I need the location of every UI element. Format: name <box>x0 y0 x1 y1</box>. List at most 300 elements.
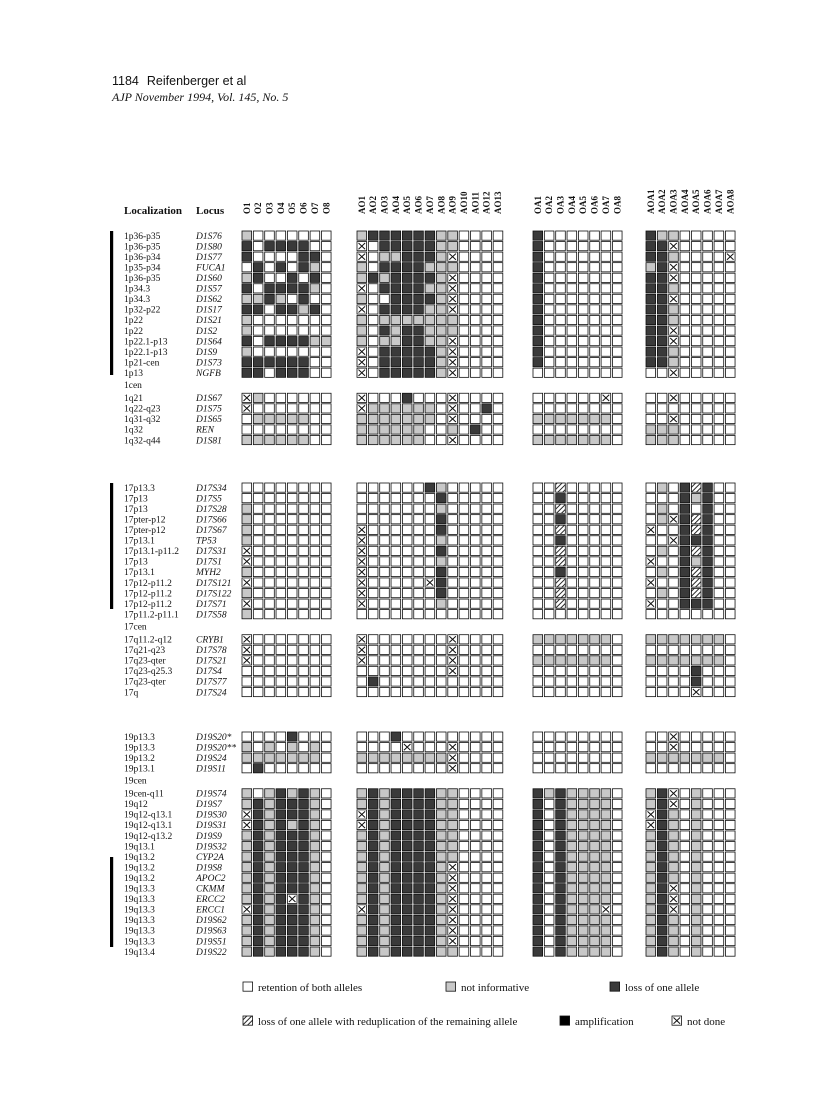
allele-cell <box>567 435 577 444</box>
allele-cell <box>578 820 588 829</box>
allele-cell <box>482 852 492 861</box>
allele-cell <box>657 863 667 872</box>
allele-cell <box>471 483 481 492</box>
allele-cell <box>321 810 331 819</box>
allele-cell <box>714 656 724 665</box>
allele-cell <box>533 504 543 513</box>
allele-cell <box>533 515 543 524</box>
allele-cell <box>391 915 401 924</box>
allele-cell <box>299 404 309 413</box>
allele-cell <box>287 599 297 608</box>
allele-cell <box>590 799 600 808</box>
allele-cell <box>265 337 275 346</box>
allele-cell <box>703 645 713 654</box>
allele-cell <box>287 393 297 402</box>
allele-cell <box>578 656 588 665</box>
allele-cell <box>436 732 446 741</box>
allele-cell <box>691 894 701 903</box>
allele-cell <box>669 546 679 555</box>
allele-cell <box>556 799 566 808</box>
allele-cell <box>321 947 331 956</box>
allele-cell <box>691 504 701 513</box>
allele-cell <box>493 884 503 893</box>
allele-cell <box>414 873 424 882</box>
allele-cell <box>567 347 577 356</box>
allele-cell <box>391 666 401 675</box>
allele-cell <box>391 753 401 762</box>
allele-cell <box>357 947 367 956</box>
allele-cell <box>691 483 701 492</box>
allele-cell <box>578 414 588 423</box>
allele-cell <box>691 599 701 608</box>
allele-cell <box>414 242 424 251</box>
allele-cell <box>556 252 566 261</box>
allele-cell <box>310 873 320 882</box>
allele-cell <box>680 915 690 924</box>
allele-cell <box>402 525 412 534</box>
allele-cell <box>590 732 600 741</box>
allele-cell <box>299 358 309 367</box>
row-locus: D1S80 <box>196 242 222 253</box>
allele-cell <box>578 263 588 272</box>
allele-cell <box>612 926 622 935</box>
allele-cell <box>471 589 481 598</box>
allele-cell <box>612 337 622 346</box>
allele-cell <box>544 753 554 762</box>
allele-cell <box>402 494 412 503</box>
allele-cell <box>310 926 320 935</box>
allele-cell <box>368 294 378 303</box>
allele-cell <box>612 483 622 492</box>
row-localization: 19q12-q13.1 <box>124 821 173 832</box>
allele-cell <box>657 789 667 798</box>
allele-cell <box>590 525 600 534</box>
allele-cell <box>482 915 492 924</box>
allele-cell <box>601 666 611 675</box>
row-localization: 1p36-p35 <box>124 242 161 253</box>
allele-cell <box>265 315 275 324</box>
allele-cell <box>657 884 667 893</box>
allele-cell <box>380 666 390 675</box>
allele-cell <box>482 494 492 503</box>
allele-cell <box>368 831 378 840</box>
allele-cell <box>380 273 390 282</box>
allele-cell <box>414 284 424 293</box>
allele-cell <box>493 326 503 335</box>
allele-cell <box>391 677 401 686</box>
allele-cell <box>556 947 566 956</box>
allele-cell <box>253 820 263 829</box>
allele-cell <box>612 789 622 798</box>
allele-cell <box>680 494 690 503</box>
allele-cell <box>493 284 503 293</box>
allele-cell <box>646 915 656 924</box>
allele-cell <box>691 404 701 413</box>
allele-cell <box>691 435 701 444</box>
allele-cell <box>310 515 320 524</box>
allele-cell <box>601 404 611 413</box>
allele-cell <box>321 567 331 576</box>
row-localization: 17p13 <box>124 504 148 515</box>
allele-cell <box>368 284 378 293</box>
allele-cell <box>448 567 458 576</box>
allele-cell <box>242 926 252 935</box>
allele-cell <box>459 263 469 272</box>
allele-cell <box>556 326 566 335</box>
allele-cell <box>276 494 286 503</box>
allele-cell <box>680 305 690 314</box>
allele-cell <box>287 589 297 598</box>
allele-cell <box>612 842 622 851</box>
allele-cell <box>493 435 503 444</box>
allele-cell <box>714 294 724 303</box>
allele-cell <box>471 368 481 377</box>
allele-cell <box>578 852 588 861</box>
allele-cell <box>276 789 286 798</box>
allele-cell <box>544 494 554 503</box>
allele-cell <box>253 656 263 665</box>
allele-cell <box>287 284 297 293</box>
allele-cell <box>657 567 667 576</box>
allele-cell <box>380 820 390 829</box>
allele-cell <box>242 894 252 903</box>
allele-cell <box>299 252 309 261</box>
allele-cell <box>380 589 390 598</box>
allele-cell <box>310 810 320 819</box>
allele-cell <box>612 732 622 741</box>
allele-cell <box>299 337 309 346</box>
allele-cell <box>265 414 275 423</box>
allele-cell <box>253 810 263 819</box>
allele-cell <box>242 504 252 513</box>
sample-label: AO2 <box>368 196 379 214</box>
allele-cell <box>287 326 297 335</box>
sample-label: AOA5 <box>691 189 702 214</box>
allele-cell <box>436 578 446 587</box>
allele-cell <box>703 525 713 534</box>
allele-cell <box>556 315 566 324</box>
allele-cell <box>310 610 320 619</box>
allele-cell <box>680 905 690 914</box>
row-localization: 1p22.1-p13 <box>124 337 168 348</box>
row-locus: D19S32 <box>196 842 227 853</box>
allele-cell <box>680 425 690 434</box>
allele-cell <box>436 546 446 555</box>
allele-cell <box>725 789 735 798</box>
allele-cell <box>321 852 331 861</box>
allele-cell <box>276 557 286 566</box>
allele-cell <box>287 915 297 924</box>
allele-cell <box>253 905 263 914</box>
allele-cell <box>657 842 667 851</box>
allele-cell <box>287 831 297 840</box>
allele-cell <box>590 305 600 314</box>
allele-cell <box>669 404 679 413</box>
allele-cell <box>533 936 543 945</box>
allele-cell <box>556 414 566 423</box>
allele-cell <box>287 820 297 829</box>
allele-cell <box>459 368 469 377</box>
allele-cell <box>691 589 701 598</box>
allele-cell <box>556 863 566 872</box>
allele-cell <box>402 326 412 335</box>
allele-cell <box>680 743 690 752</box>
row-locus: D1S21 <box>196 316 222 327</box>
allele-cell <box>414 515 424 524</box>
allele-cell <box>725 743 735 752</box>
allele-cell <box>242 252 252 261</box>
allele-cell <box>391 687 401 696</box>
allele-cell <box>714 393 724 402</box>
allele-cell <box>590 873 600 882</box>
allele-cell <box>287 231 297 240</box>
allele-cell <box>556 589 566 598</box>
allele-cell <box>567 905 577 914</box>
allele-cell <box>612 947 622 956</box>
allele-cell <box>691 393 701 402</box>
allele-cell <box>691 536 701 545</box>
allele-cell <box>414 743 424 752</box>
allele-cell <box>380 905 390 914</box>
allele-cell <box>669 873 679 882</box>
allele-cell <box>556 504 566 513</box>
allele-cell <box>703 393 713 402</box>
allele-cell <box>380 546 390 555</box>
allele-cell <box>493 635 503 644</box>
allele-cell <box>691 926 701 935</box>
allele-cell <box>253 536 263 545</box>
allele-cell <box>299 842 309 851</box>
allele-cell <box>391 863 401 872</box>
allele-cell <box>657 873 667 882</box>
allele-cell <box>556 687 566 696</box>
allele-cell <box>357 610 367 619</box>
sample-label: OA2 <box>544 196 555 214</box>
allele-cell <box>321 273 331 282</box>
allele-cell <box>402 404 412 413</box>
row-localization: 19q13.2 <box>124 873 155 884</box>
allele-cell <box>402 863 412 872</box>
allele-cell <box>391 635 401 644</box>
allele-cell <box>299 414 309 423</box>
allele-cell <box>703 567 713 576</box>
allele-cell <box>402 483 412 492</box>
allele-cell <box>703 414 713 423</box>
sample-label: O1 <box>241 202 252 214</box>
row-locus: MYH2 <box>196 568 221 579</box>
allele-cell <box>657 810 667 819</box>
allele-cell <box>276 483 286 492</box>
allele-cell <box>299 894 309 903</box>
allele-cell <box>321 873 331 882</box>
allele-cell <box>425 852 435 861</box>
allele-cell <box>242 873 252 882</box>
allele-cell <box>299 567 309 576</box>
allele-cell <box>725 393 735 402</box>
allele-cell <box>414 764 424 773</box>
allele-cell <box>556 305 566 314</box>
sample-label: AO3 <box>379 196 390 214</box>
allele-cell <box>402 393 412 402</box>
allele-cell <box>544 842 554 851</box>
allele-cell <box>310 393 320 402</box>
allele-cell <box>714 863 724 872</box>
allele-cell <box>287 525 297 534</box>
allele-cell <box>578 610 588 619</box>
allele-cell <box>680 414 690 423</box>
row-locus: D1S75 <box>196 404 222 415</box>
allele-cell <box>646 732 656 741</box>
allele-cell <box>242 231 252 240</box>
allele-cell <box>691 425 701 434</box>
allele-cell <box>544 358 554 367</box>
allele-cell <box>242 525 252 534</box>
allele-cell <box>612 799 622 808</box>
allele-cell <box>471 294 481 303</box>
allele-cell <box>471 645 481 654</box>
allele-cell <box>533 789 543 798</box>
allele-cell <box>657 905 667 914</box>
allele-cell <box>567 515 577 524</box>
allele-cell <box>567 273 577 282</box>
allele-cell <box>242 284 252 293</box>
allele-cell <box>242 435 252 444</box>
allele-cell <box>646 294 656 303</box>
allele-cell <box>287 337 297 346</box>
allele-cell <box>725 666 735 675</box>
allele-cell <box>556 483 566 492</box>
allele-cell <box>601 820 611 829</box>
allele-cell <box>310 315 320 324</box>
allele-cell <box>482 525 492 534</box>
allele-cell <box>471 799 481 808</box>
allele-cell <box>482 947 492 956</box>
allele-cell <box>612 831 622 840</box>
allele-cell <box>380 789 390 798</box>
allele-cell <box>310 294 320 303</box>
allele-cell <box>310 358 320 367</box>
allele-cell <box>368 852 378 861</box>
allele-cell <box>471 393 481 402</box>
allele-cell <box>253 557 263 566</box>
allele-cell <box>425 884 435 893</box>
allele-cell <box>414 799 424 808</box>
row-localization: 19q12 <box>124 800 148 811</box>
allele-cell <box>357 799 367 808</box>
allele-cell <box>646 645 656 654</box>
allele-cell <box>612 557 622 566</box>
allele-cell <box>567 610 577 619</box>
allele-cell <box>310 842 320 851</box>
allele-cell <box>646 894 656 903</box>
allele-cell <box>703 305 713 314</box>
allele-cell <box>714 947 724 956</box>
allele-cell <box>299 645 309 654</box>
allele-cell <box>287 926 297 935</box>
allele-cell <box>459 337 469 346</box>
allele-cell <box>714 414 724 423</box>
allele-cell <box>657 852 667 861</box>
allele-cell <box>310 483 320 492</box>
allele-cell <box>459 546 469 555</box>
allele-cell <box>703 905 713 914</box>
allele-cell <box>725 926 735 935</box>
allele-cell <box>556 294 566 303</box>
allele-cell <box>725 842 735 851</box>
allele-cell <box>544 863 554 872</box>
allele-cell <box>601 732 611 741</box>
allele-cell <box>299 873 309 882</box>
allele-cell <box>669 425 679 434</box>
allele-cell <box>391 743 401 752</box>
allele-cell <box>533 820 543 829</box>
allele-cell <box>612 393 622 402</box>
allele-cell <box>253 525 263 534</box>
allele-cell <box>669 567 679 576</box>
allele-cell <box>425 810 435 819</box>
allele-cell <box>414 687 424 696</box>
allele-cell <box>253 315 263 324</box>
allele-cell <box>646 504 656 513</box>
allele-cell <box>725 337 735 346</box>
row-locus: CRYB1 <box>196 635 224 646</box>
allele-cell <box>680 358 690 367</box>
allele-cell <box>533 873 543 882</box>
allele-cell <box>544 915 554 924</box>
allele-cell <box>471 753 481 762</box>
sample-label: O6 <box>298 202 309 214</box>
allele-cell <box>380 884 390 893</box>
allele-cell <box>669 645 679 654</box>
allele-cell <box>391 905 401 914</box>
allele-cell <box>590 435 600 444</box>
row-locus: D1S76 <box>196 231 222 242</box>
allele-cell <box>544 483 554 492</box>
allele-cell <box>680 536 690 545</box>
row-localization: 17p12-p11.2 <box>124 599 172 610</box>
allele-cell <box>493 393 503 402</box>
allele-cell <box>691 273 701 282</box>
allele-cell <box>402 764 412 773</box>
allele-cell <box>590 764 600 773</box>
allele-cell <box>567 926 577 935</box>
allele-cell <box>691 947 701 956</box>
allele-cell <box>601 947 611 956</box>
allele-cell <box>459 567 469 576</box>
sample-label: AO6 <box>413 196 424 214</box>
allele-cell <box>703 884 713 893</box>
allele-cell <box>703 810 713 819</box>
allele-cell <box>425 273 435 282</box>
allele-cell <box>459 515 469 524</box>
allele-cell <box>471 905 481 914</box>
allele-cell <box>482 666 492 675</box>
allele-cell <box>471 936 481 945</box>
allele-cell <box>299 926 309 935</box>
allele-cell <box>459 557 469 566</box>
allele-cell <box>556 242 566 251</box>
allele-cell <box>578 578 588 587</box>
allele-cell <box>253 294 263 303</box>
allele-cell <box>680 326 690 335</box>
allele-cell <box>414 656 424 665</box>
allele-cell <box>425 894 435 903</box>
sample-label: AO4 <box>390 196 401 214</box>
allele-cell <box>242 294 252 303</box>
allele-cell <box>578 884 588 893</box>
allele-cell <box>391 252 401 261</box>
allele-cell <box>471 337 481 346</box>
